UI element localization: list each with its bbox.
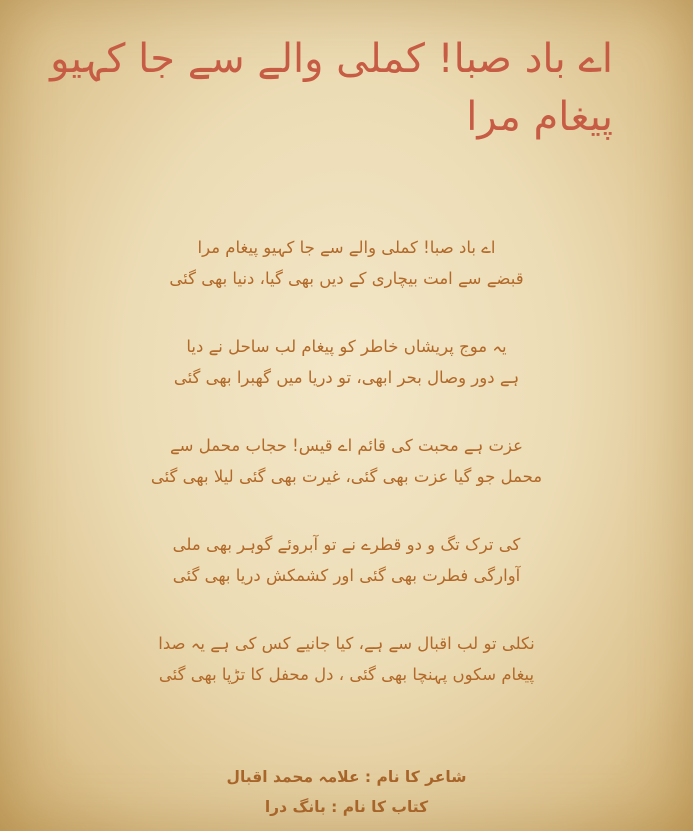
poem-line: پیغام سکوں پہنچا بھی گئی ، دل محفل کا تڑپا بھی گئی [158, 665, 535, 684]
poem-line: ہے دور وصال بحر ابھی، تو دریا میں گھبرا بھی گئی [173, 368, 520, 387]
book-name: کتاب کا نام : بانگ درا [264, 798, 429, 816]
stanza [0, 232, 693, 294]
poem-line: یہ موج پریشاں خاطر کو پیغام لب ساحل نے دیا [186, 337, 507, 356]
poem-line: نکلی تو لب اقبال سے ہے، کیا جانیے کس کی ہے یہ صدا [158, 634, 535, 653]
poet-name: شاعر کا نام : علامہ محمد اقبال [226, 768, 467, 786]
credits [0, 762, 693, 822]
poem-line: قبضے سے امت بیچاری کے دیں بھی گیا، دنیا بھی گئی [169, 269, 524, 288]
poem-line: آوارگی فطرت بھی گئی اور کشمکش دریا بھی گئی [172, 566, 521, 585]
poem-line: محمل جو گیا عزت بھی گئی، غیرت بھی گئی لیلا بھی گئی [150, 467, 543, 486]
stanza [0, 628, 693, 690]
poem-line: کی ترک تگ و دو قطرے نے تو آبروئے گوہر بھی ملی [172, 535, 521, 554]
poem-line: اے باد صبا! کملی والے سے جا کہیو پیغام مرا [197, 238, 496, 257]
poem-title: اے باد صبا! کملی والے سے جا کہیو پیغام مرا [50, 36, 613, 140]
stanza [0, 331, 693, 393]
stanza [0, 529, 693, 591]
poem-body [0, 232, 693, 727]
poem-line: عزت ہے محبت کی قائم اے قیس! حجاب محمل سے [170, 436, 523, 455]
stanza [0, 430, 693, 492]
